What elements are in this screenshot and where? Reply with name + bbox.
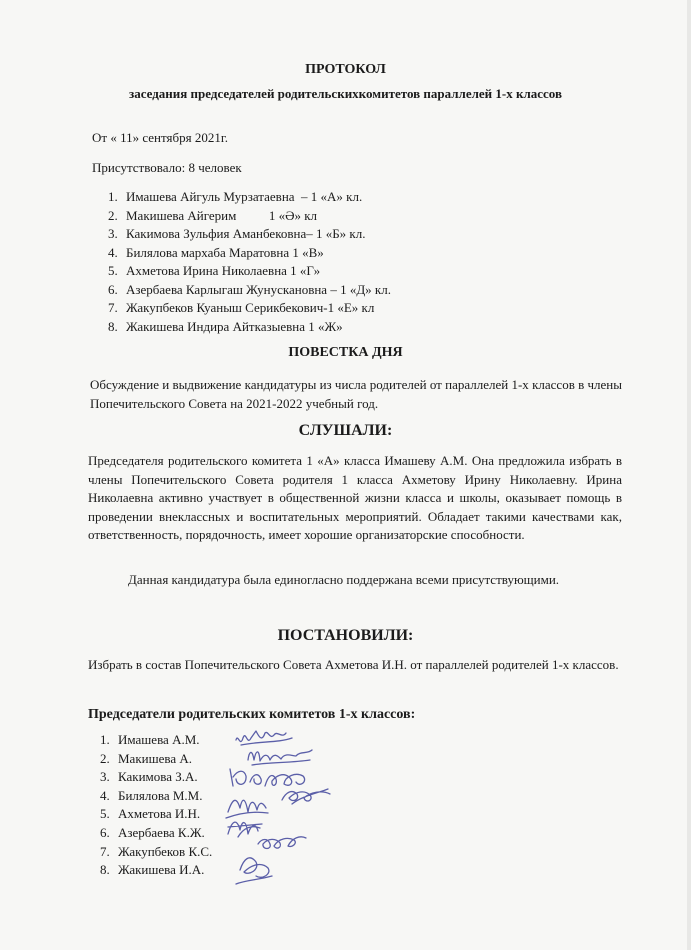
list-item: 7. Жакупбеков К.С. (100, 843, 213, 859)
document-subtitle: заседания председателей родительскихкомитетов параллелей 1-х классов (128, 86, 563, 101)
list-item: 5. Ахметова И.Н. (100, 806, 201, 822)
signature-7 (258, 837, 306, 849)
chairs-list (100, 731, 212, 880)
attendance-count: Присутствовало: 8 человек (92, 160, 242, 175)
list-item: 8. Жакишева Индира Айтказыевна 1 «Ж» (108, 318, 343, 334)
document-title: ПРОТОКОЛ (305, 62, 386, 77)
signature-4 (282, 789, 330, 804)
decided-text: Избрать в состав Попечительского Совета Ахметова И.Н. от параллелей родителей 1-х классов. (88, 657, 619, 672)
signature-1 (236, 731, 292, 745)
signature-5 (226, 800, 268, 818)
list-item: 8. Жакишева И.А. (100, 862, 205, 878)
list-item: 6. Азербаева К.Ж. (100, 824, 205, 840)
chairs-heading: Председатели родительских комитетов 1-х классов: (88, 707, 416, 722)
list-item: 2. Макишева Айгерим 1 «Ә» кл (108, 207, 318, 223)
signature-2 (248, 750, 312, 765)
scan-edge (687, 0, 691, 950)
list-item: 4. Билялова мархаба Маратовна 1 «В» (108, 244, 324, 260)
list-item: 6. Азербаева Карлыгаш Жунускановна – 1 «Д» кл. (108, 281, 391, 297)
agenda-heading: ПОВЕСТКА ДНЯ (288, 345, 403, 360)
heard-text: Председателя родительского комитета 1 «А» класса Имашеву А.М. Она предложила избрать в члены Попечительского Совета родителя 1 класса Ахметову Ирину Николаевну. Ирина Николаевна активно участвует в общественной жизни класса и школы, оказывает помощь в проведении внеклассных и воспитательных мероприятий. Обладает такими качествами как, ответственность, порядочность, имеет хорошие организаторские способности. (88, 453, 622, 543)
heard-support: Данная кандидатура была единогласно поддержана всеми присутствующими. (128, 572, 560, 587)
decided-heading: ПОСТАНОВИЛИ: (277, 627, 414, 644)
heard-heading: СЛУШАЛИ: (298, 422, 393, 439)
list-item: 3. Какимова Зульфия Аманбековна– 1 «Б» кл. (108, 226, 366, 241)
list-item: 1. Имашева А.М. (100, 732, 200, 747)
signature-6 (228, 822, 262, 837)
list-item: 1. Имашева Айгуль Мурзатаевна – 1 «А» кл. (108, 189, 363, 204)
meeting-date: От « 11» сентября 2021г. (92, 130, 228, 145)
list-item: 4. Билялова М.М. (100, 787, 203, 803)
signature-3 (230, 769, 305, 786)
attendee-list (108, 188, 391, 336)
agenda-text: Обсуждение и выдвижение кандидатуры из числа родителей от параллелей 1-х классов в члены Попечительского Совета на 2021-2022 учебный год. (90, 377, 622, 411)
list-item: 7. Жакупбеков Куаныш Серикбекович-1 «Е» кл (108, 300, 375, 315)
list-item: 5. Ахметова Ирина Николаевна 1 «Г» (108, 263, 321, 278)
list-item: 2. Макишева А. (100, 750, 193, 766)
list-item: 3. Какимова З.А. (100, 769, 198, 785)
signature-8 (236, 858, 272, 884)
